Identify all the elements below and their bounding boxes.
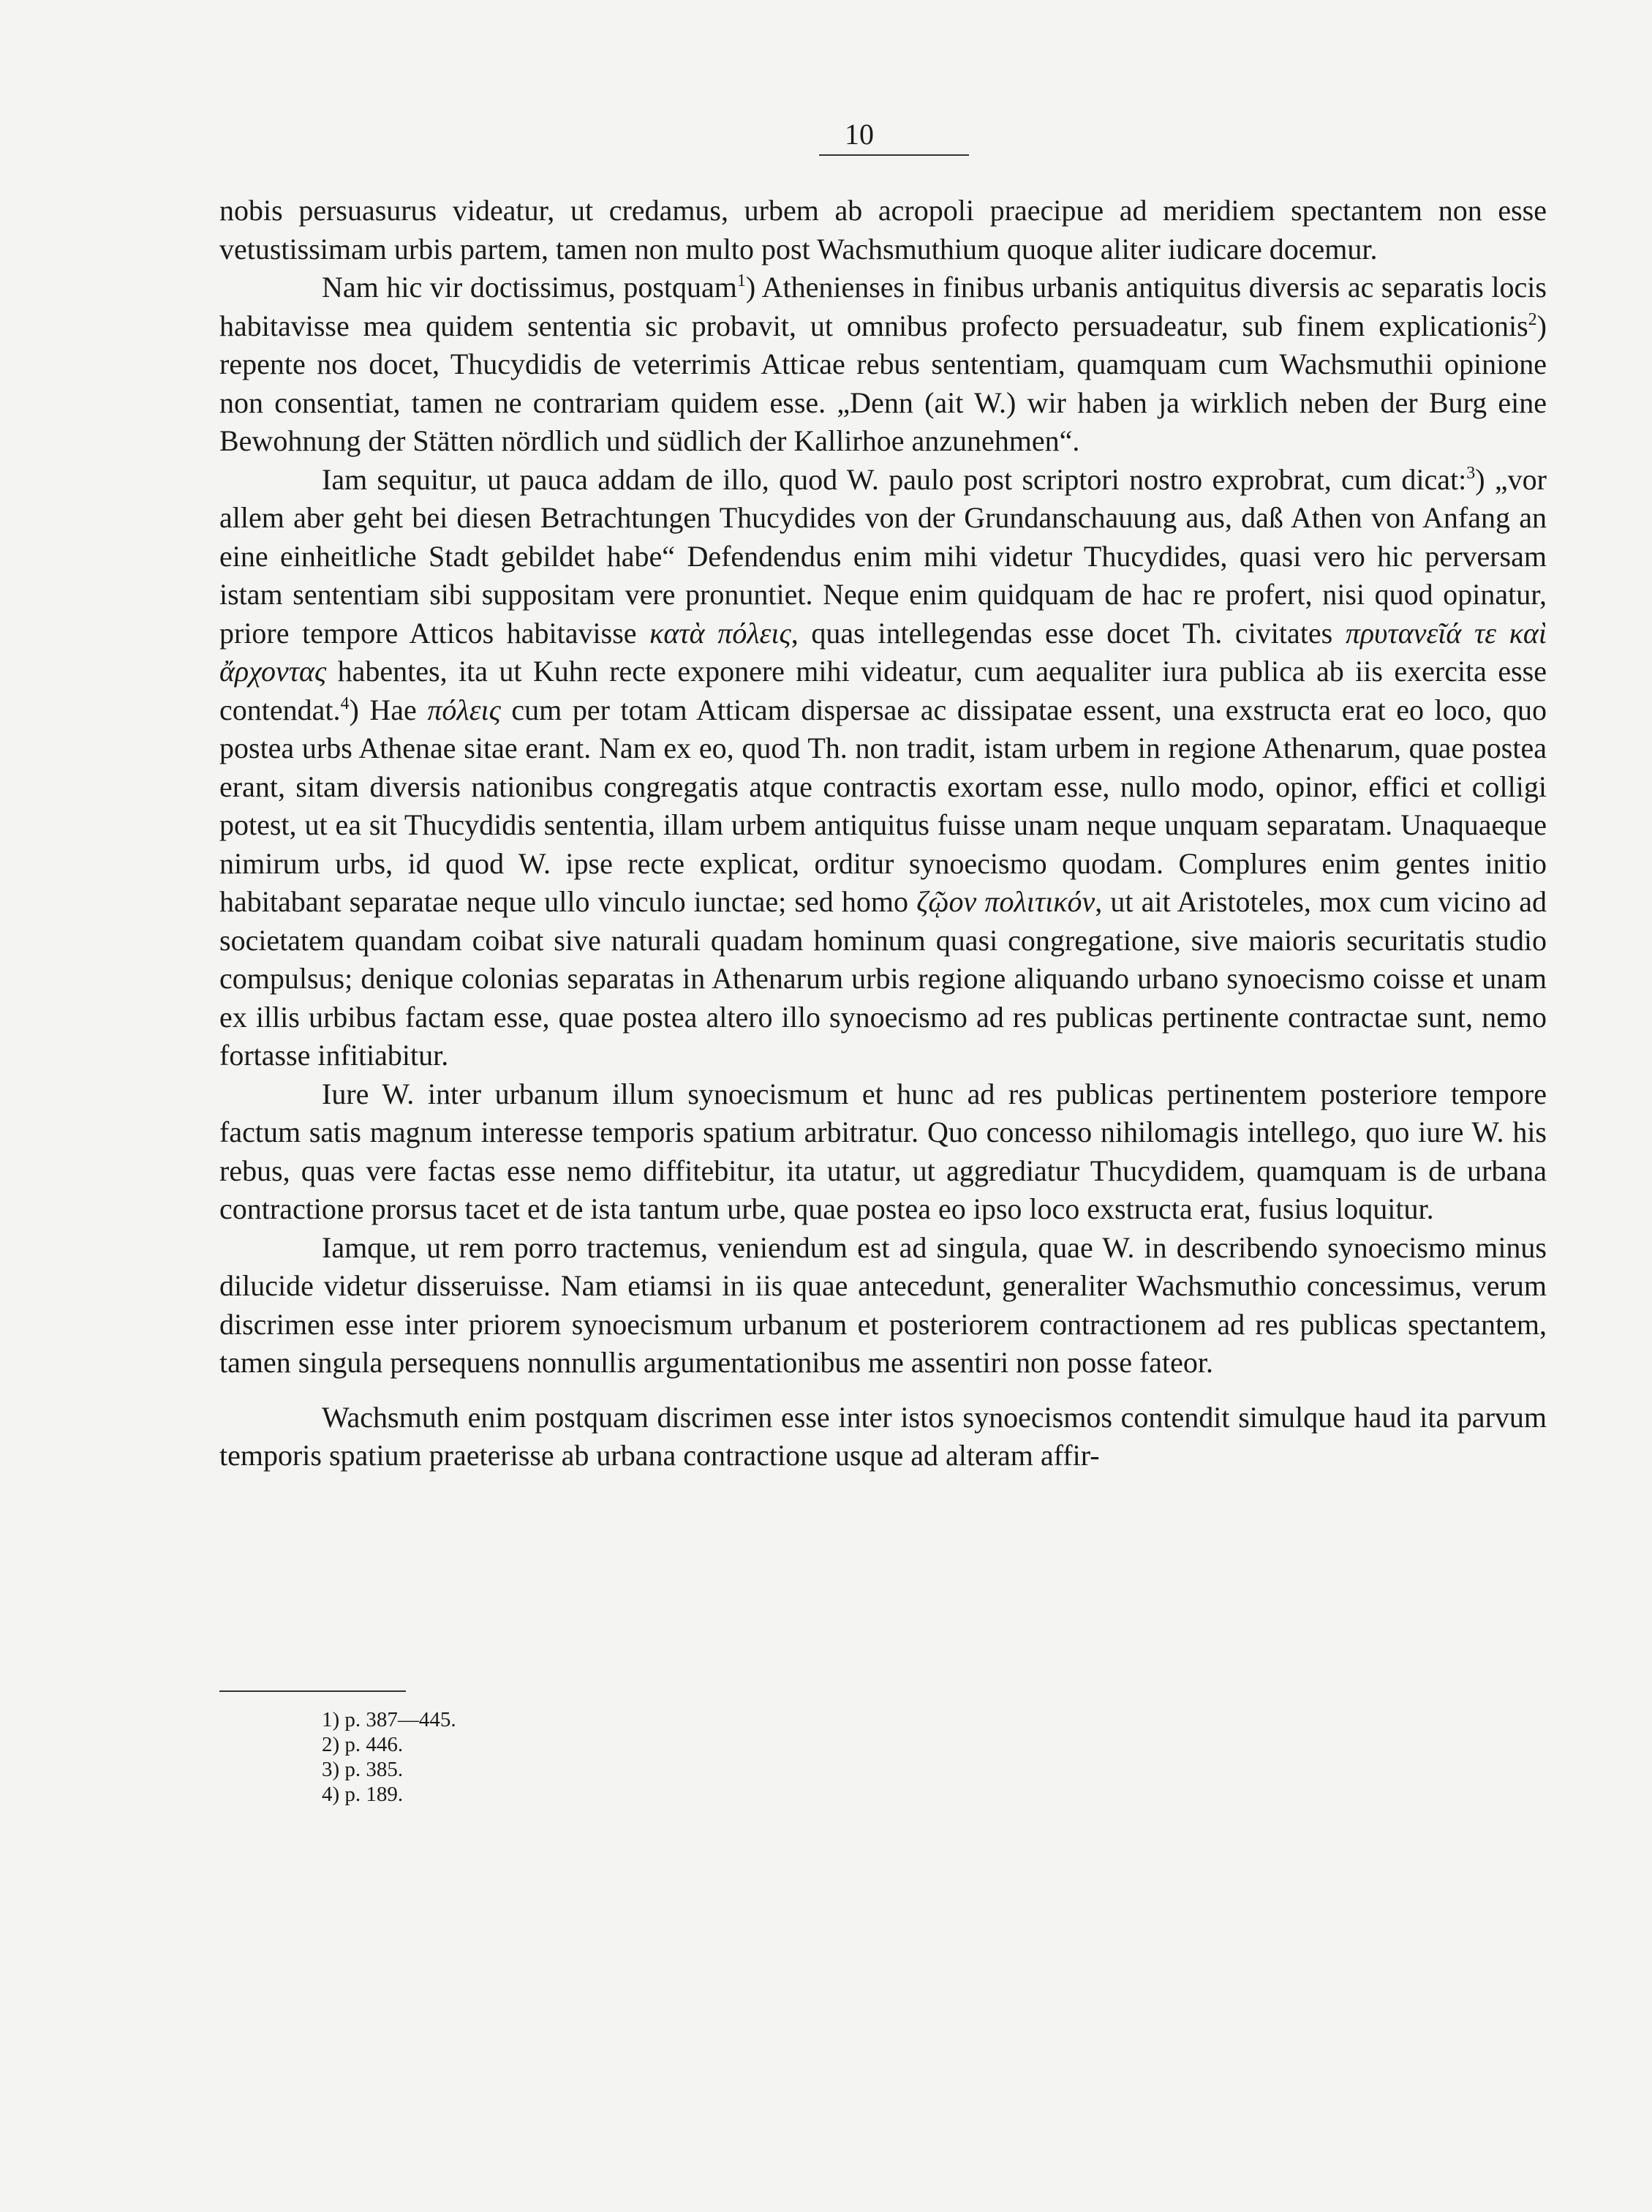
paragraph-4: Iure W. inter urbanum illum synoecismum et hunc ad res publicas pertinentem posteriore tempore factum satis magnum interesse temporis spatium arbitratur. Quo concesso nihilomagis intellego, quo iure W. his rebus, quas vere factas esse nemo diffitebitur, ita utatur, ut aggrediatur Thucydidem, quamquam is de urbana contractione prorsus tacet et de ista tantum urbe, quae postea eo ipso loco exstructa erat, fusius loquitur.	[219, 1077, 1547, 1225]
paragraph-5: Iamque, ut rem porro tractemus, veniendum est ad singula, quae W. in describendo synoecismo minus dilucide videtur disseruisse. Nam etiamsi in iis quae antecedunt, generaliter Wachsmuthio concessimus, verum discrimen esse inter priorem synoecismum urbanum et posteriorem contractionem ad res publicas spectantem, tamen singula persequens nonnullis argumentationibus me assentiri non posse fateor.	[219, 1230, 1547, 1379]
footnote: 2) p. 446.	[322, 1733, 404, 1756]
footnote: 1) p. 387—445.	[322, 1708, 456, 1731]
greek-phrase: ζῷον πολιτικόν	[916, 885, 1095, 918]
footnote: 3) p. 385.	[322, 1758, 404, 1781]
page-number: 10	[845, 118, 874, 151]
paragraph-1: nobis persuasurus videatur, ut credamus, urbem ab acropoli praecipue ad meridiem spectantem non esse vetustissimam urbis partem, tamen non multo post Wachsmuthium quoque aliter iudicare docemur.	[219, 194, 1547, 266]
page-number-rule	[819, 154, 969, 156]
paragraph-2: Nam hic vir doctissimus, postquam$^1$) Athenienses in finibus urbanis antiquitus diversis ac separatis locis habitavisse mea quidem sententia sic probavit, ut omnibus profecto persuadeatur, sub finem explicationis$^2$) repente nos docet, Thucydidis de veterrimis Atticae rebus sententiam, quamquam cum Wachsmuthii opinione non consentiat, tamen ne contrariam quidem esse. „Denn (ait W.) wir haben ja wirklich neben der Burg eine Bewohnung der Stätten nördlich und südlich der Kallirhoe anzunehmen“.	[219, 271, 1547, 457]
paragraph-3: Iam sequitur, ut pauca addam de illo, quod W. paulo post scriptori nostro exprobrat, cum dicat:$^3$) „vor allem aber geht bei diesen Betrachtungen Thucydides von der Grundanschauung aus, daß Athen von Anfang an eine einheitliche Stadt gebildet habe“ Defendendus enim mihi videtur Thucydides, quasi vero hic perversam istam sententiam sibi suppositam vere pronuntiet. Neque enim quidquam de hac re profert, nisi quod opinatur, priore tempore Atticos habitavisse κατὰ πόλεις, quas intellegendas esse docet Th. civitates πρυτανεῖά τε καὶ ἄρχοντας habentes, ita ut Kuhn recte exponere mihi videatur, cum aequaliter iura publica ab iis exercita esse contendat.$^4$) Hae πόλεις cum per totam Atticam dispersae ac dissipatae essent, una exstructa erat eo loco, quo postea urbs Athenae sitae erant. Nam ex eo, quod Th. non tradit, istam urbem in regione Athenarum, quae postea erant, sitam diversis nationibus congregatis atque contractis exortam esse, nullo modo, opinor, effici et colligi potest, ut ea sit Thucydidis sententia, illam urbem antiquitus fuisse unam neque unquam separatam. Unaquaeque nimirum urbs, id quod W. ipse recte explicat, orditur synoecismo quodam. Complures enim gentes initio habitabant separatae neque ullo vinculo iunctae; sed homo ζῷον πολιτικόν, ut ait Aristoteles, mox cum vicino ad societatem quandam coibat sive naturali quadam hominum quasi congregatione, sive maioris securitatis studio compulsus; denique colonias separatas in Athenarum urbis regione aliquando urbano synoecismo coisse et unam ex illis urbibus factam esse, quae postea altero illo synoecismo ad res publicas pertinente contractae sunt, nemo fortasse infitiabitur.	[219, 462, 1547, 1072]
greek-phrase: κατὰ πόλεις	[649, 616, 791, 650]
footnotes	[322, 1707, 456, 1807]
greek-phrase: πόλεις	[427, 693, 501, 726]
body-text	[219, 192, 1547, 1475]
paragraph-6: Wachsmuth enim postquam discrimen esse inter istos synoecismos contendit simulque haud ita parvum temporis spatium praeterisse ab urbana contractione usque ad alteram affir-	[219, 1400, 1547, 1472]
footnote: 4) p. 189.	[322, 1783, 404, 1806]
footnote-ref-4: 4	[340, 693, 350, 713]
greek-phrase: πρυτανεῖά τε καὶ ἄρχοντας	[219, 616, 1547, 688]
footnote-ref-1: 1	[736, 271, 746, 290]
footnote-ref-2: 2	[1528, 309, 1537, 329]
footnote-ref-3: 3	[1466, 463, 1476, 483]
footnote-rule	[219, 1690, 406, 1692]
